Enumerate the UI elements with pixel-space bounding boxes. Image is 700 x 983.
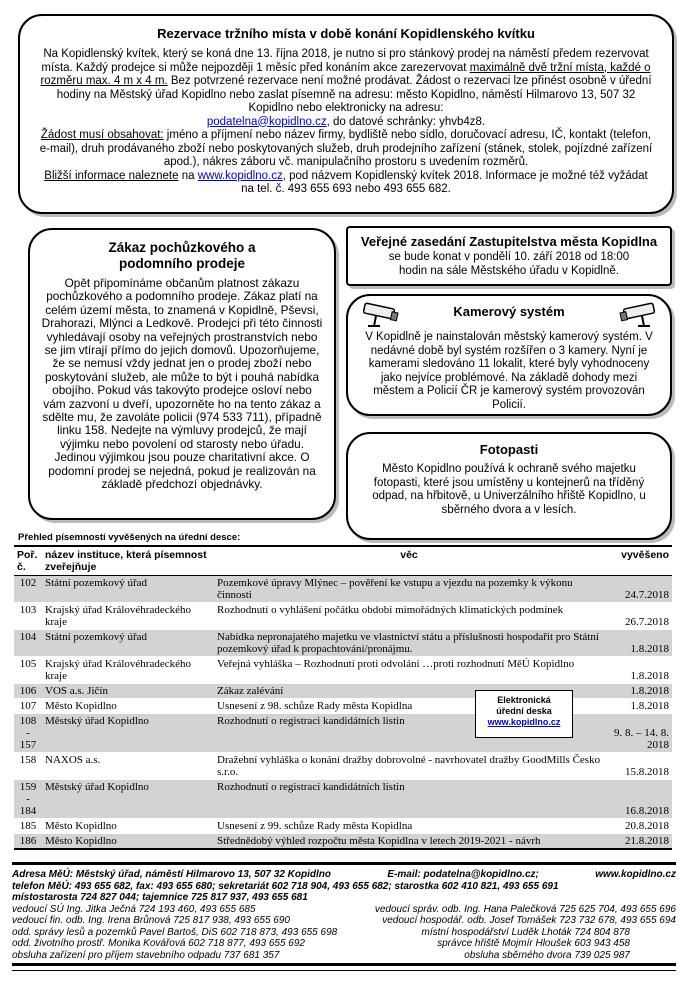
more-info-label: Bližší informace naleznete: [44, 169, 179, 182]
row-subject: Rozhodnutí o vyhlášení počátku období mimořádných klimatických podmínek: [214, 603, 604, 630]
table-row: [14, 657, 672, 684]
footer-contact: odd. správy lesů a pozemků Pavel Bartoš, DiS 602 718 873, 493 655 698: [12, 926, 338, 938]
row-institution: Město Kopidlno: [42, 834, 214, 850]
row-subject: Střednědobý výhled rozpočtu města Kopidlna v letech 2019-2021 - návrh: [214, 834, 604, 850]
row-institution: Krajský úřad Královéhradeckého kraje: [42, 603, 214, 630]
row-institution: Město Kopidlno: [42, 819, 214, 834]
row-subject: Rozhodnutí o registraci kandidátních listin: [214, 714, 604, 753]
row-subject: Dražební vyhláška o konání dražby dobrovolné - navrhovatel dražby GoodMills Česko s.r.o.: [214, 753, 604, 780]
row-number: 105: [14, 657, 42, 684]
camera-icon: [616, 302, 656, 328]
row-number: 104: [14, 630, 42, 657]
door-to-door-ban-text: Opět připomínáme občanům platnost zákazu pochůzkového a podomního prodeje. Zákaz platí na celém území města, to znamená v Kopidlně, Pševsi, Drahorazi, Mlýnci a Ledkově. Prodejci při této činnosti vyhledávají osoby na veřejných prostranstvích nebo se jim vtírají přímo do jejich domovů. Upozorňujeme, že se nemusí vždy jednat jen o prodej zboží nebo poskytování služeb, ale může to být i pouhá nabídka obojího. Pokud vás takovýto prodejce osloví nebo vám zazvoní u dveří, upozorněte ho na tento zákaz a sdělte mu, že zavoláte policii (974 533 711), případně linku 158. Nedejte na výmluvy prodejců, že mají výjimku nebo povolení od starosty nebo úřadu. Jedinou výjimkou jsou pouze charitativní akce. O podomní prodej se nejedná, pokud je realizován na základě předchozí objednávky.: [41, 276, 323, 492]
row-number: 103: [14, 603, 42, 630]
footer-contact: odd. životního prostř. Monika Kovářová 602 718 877, 493 655 692: [12, 938, 305, 949]
row-number: 186: [14, 834, 42, 850]
table-row: [14, 834, 672, 850]
row-number: 159 - 184: [14, 780, 42, 819]
footer: [12, 862, 676, 961]
footer-contact: místní hospodářství Luděk Lhoták 724 804 878: [421, 926, 630, 938]
row-posted-date: 16.8.2018: [604, 780, 672, 819]
col-posted-header: vyvěšeno: [604, 546, 672, 576]
market-reservation-title: Rezervace tržního místa v době konání Kopidlenského kvítku: [157, 26, 535, 41]
electronic-board-link[interactable]: www.kopidlno.cz: [487, 717, 561, 727]
market-reservation-box: [18, 14, 674, 214]
row-posted-date: 1.8.2018: [604, 699, 672, 714]
footer-contact: vedoucí SÚ Ing. Jitka Ječná 724 193 460, 493 655 685: [12, 903, 256, 915]
request-must-contain-label: Žádost musí obsahovat:: [40, 129, 164, 141]
table-row: [14, 714, 672, 753]
council-meeting-box: [346, 226, 672, 286]
col-number-header: Poř. č.: [14, 546, 42, 576]
official-board-table: [14, 545, 672, 850]
col-subject-header: věc: [214, 546, 604, 576]
col-institution-header: název instituce, která písemnost zveřejňuje: [42, 546, 214, 576]
row-posted-date: 1.8.2018: [604, 657, 672, 684]
footer-phones: telefon MěÚ: 493 655 682, fax: 493 655 680; sekretariát 602 718 904, 493 655 682; starostka 602 410 821, 493 655 691: [12, 880, 559, 892]
row-subject: Veřejná vyhláška – Rozhodnutí proti odvolání …proti rozhodnutí MěÚ Kopidlno: [214, 657, 604, 684]
electronic-board-badge: [475, 690, 573, 738]
table-row: [14, 780, 672, 819]
table-row: [14, 699, 672, 714]
row-posted-date: 26.7.2018: [604, 603, 672, 630]
row-subject: Zákaz zalévání: [214, 684, 604, 699]
row-number: 158: [14, 753, 42, 780]
electronic-board-label: Elektronická úřední deska: [496, 695, 552, 716]
max-places-note: maximálně dvě tržní místa, každé o rozměru max. 4 m x 4 m.: [40, 61, 651, 87]
row-institution: Státní pozemkový úřad: [42, 576, 214, 603]
table-row: [14, 819, 672, 834]
footer-contact: obsluha zařízení pro příjem stavebního odpadu 737 681 357: [12, 949, 280, 961]
row-posted-date: 9. 8. – 14. 8. 2018: [604, 714, 672, 753]
row-institution: Krajský úřad Královéhradeckého kraje: [42, 657, 214, 684]
table-header-row: [14, 546, 672, 576]
row-institution: VOS a.s. Jičín: [42, 684, 214, 699]
row-subject: Usnesení z 98. schůze Rady města Kopidlna: [214, 699, 604, 714]
photo-traps-text: Město Kopidlno používá k ochraně svého majetku fotopasti, které jsou umístěny u kontejnerů na tříděný odpad, na hřbitově, u Univerzálního hřiště Kopidlno, u sběrného dvora a v lesích.: [372, 463, 646, 516]
official-board-title: Přehled písemností vyvěšených na úřední desce:: [18, 532, 241, 543]
council-meeting-title: Veřejné zasedání Zastupitelstva města Kopidlna: [360, 234, 658, 249]
row-subject: Rozhodnutí o registraci kandidátních listin: [214, 780, 604, 819]
row-institution: Město Kopidlno: [42, 699, 214, 714]
row-institution: Městský úřad Kopidlno: [42, 780, 214, 819]
row-posted-date: 20.8.2018: [604, 819, 672, 834]
door-to-door-ban-title: Zákaz pochůzkového a podomního prodeje: [108, 240, 256, 271]
row-institution: NAXOS a.s.: [42, 753, 214, 780]
table-row: [14, 684, 672, 699]
web-link[interactable]: www.kopidlno.cz: [197, 169, 283, 182]
table-row: [14, 576, 672, 603]
table-row: [14, 603, 672, 630]
footer-web[interactable]: www.kopidlno.cz: [595, 869, 676, 880]
row-institution: Státní pozemkový úřad: [42, 630, 214, 657]
council-meeting-text: se bude konat v pondělí 10. září 2018 od 18:00 hodin na sále Městského úřadu v Kopidlně.: [388, 251, 630, 277]
row-posted-date: 24.7.2018: [604, 576, 672, 603]
camera-system-title: Kamerový systém: [453, 304, 565, 319]
footer-mistostarosta: místostarosta 724 827 044; tajemnice 725 817 937, 493 655 681: [12, 892, 308, 903]
row-subject: Pozemkové úpravy Mlýnec – pověření ke vstupu a vjezdu na pozemky k výkonu činnosti: [214, 576, 604, 603]
footer-contact: vedoucí fin. odb. Ing. Irena Brůnová 725 817 938, 493 655 690: [12, 915, 290, 926]
footer-contact: vedoucí hospodář. odb. Josef Tomášek 723 732 678, 493 655 694: [382, 915, 676, 926]
row-posted-date: 21.8.2018: [604, 834, 672, 850]
photo-traps-title: Fotopasti: [479, 442, 539, 457]
row-number: 102: [14, 576, 42, 603]
row-number: 108 - 157: [14, 714, 42, 753]
footer-contact: obsluha sběrného dvora 739 025 987: [464, 949, 630, 961]
table-row: [14, 753, 672, 780]
camera-system-text: V Kopidlně je nainstalován městský kamerový systém. V nedávné době byl systém rozšířen o 3 kamery. Nyní je kamerami sledováno 11 lokalit, které byly vyhodnoceny jako nejvíce problémové. Na základě dohody mezi městem a Policií ČR je kamerový systém provozován Policií.: [365, 331, 653, 411]
row-number: 106: [14, 684, 42, 699]
row-number: 185: [14, 819, 42, 834]
footer-address: Adresa MěÚ: Městský úřad, náměstí Hilmarovo 13, 507 32 Kopidlno: [12, 869, 331, 880]
row-posted-date: 1.8.2018: [604, 684, 672, 699]
market-reservation-text: Na Kopidlenský kvítek, který se koná dne 13. října 2018, je nutno si pro stánkový prodej na náměstí předem rezervovat místa. Každý prodejce si může nejpozději 1 měsíc před konáním akce zarezervovat maximálně dvě tržní místa, každé o rozměru max. 4 m x 4 m. Bez potvrzené rezervace není možné prodávat. Žádost o rezervaci lze přinést osobně v úřední hodiny na Městský úřad Kopidlno nebo zaslat písemně na adresu: město Kopidlno, náměstí Hilmarovo 13, 507 32 Kopidlno nebo elektronicky na adresu: podatelna@kopidlno.cz, do datové schránky: yhvb4z8. Žádost musí obsahovat: jméno a příjmení nebo název firmy, bydliště nebo sídlo, doručovací adresu, IČ, kontakt (telefon, e-mail), druh prodávaného zboží nebo poskytovaných služeb, druh prodejního zařízení (stánek, stolek, pojízdné zařízení apod.), nákres záboru vč. manipulačního prostoru s uvedením rozměrů. Bližší informace naleznete na www.kopidlno.cz, pod názvem Kopidlenský kvítek 2018. Informace je možné též vyžádat na tel. č. 493 655 693 nebo 493 655 682.: [39, 48, 653, 195]
row-subject: Usnesení z 99. schůze Rady města Kopidlna: [214, 819, 604, 834]
table-row: [14, 630, 672, 657]
email-link[interactable]: podatelna@kopidlno.cz: [206, 115, 327, 128]
row-institution: Městský úřad Kopidlno: [42, 714, 214, 753]
footer-contact: správce hřiště Mojmír Hloušek 603 943 458: [437, 938, 630, 949]
row-number: 107: [14, 699, 42, 714]
door-to-door-ban-box: [28, 228, 336, 520]
footer-email: E-mail: podatelna@kopidlno.cz;: [387, 869, 539, 880]
row-posted-date: 1.8.2018: [604, 630, 672, 657]
photo-traps-box: [346, 432, 672, 540]
row-posted-date: 15.8.2018: [604, 753, 672, 780]
camera-system-box: [346, 294, 672, 416]
camera-icon: [362, 302, 402, 328]
footer-contact: vedoucí správ. odb. Ing. Hana Palečková 725 625 704, 493 655 696: [374, 903, 676, 915]
bottom-rule: [12, 963, 676, 966]
row-subject: Nabídka nepronajatého majetku ve vlastnictví státu a příslušnosti hospodařit pro Státní pozemkový úřad k propachtování/pronájmu.: [214, 630, 604, 657]
bottom-rule: [12, 970, 676, 971]
